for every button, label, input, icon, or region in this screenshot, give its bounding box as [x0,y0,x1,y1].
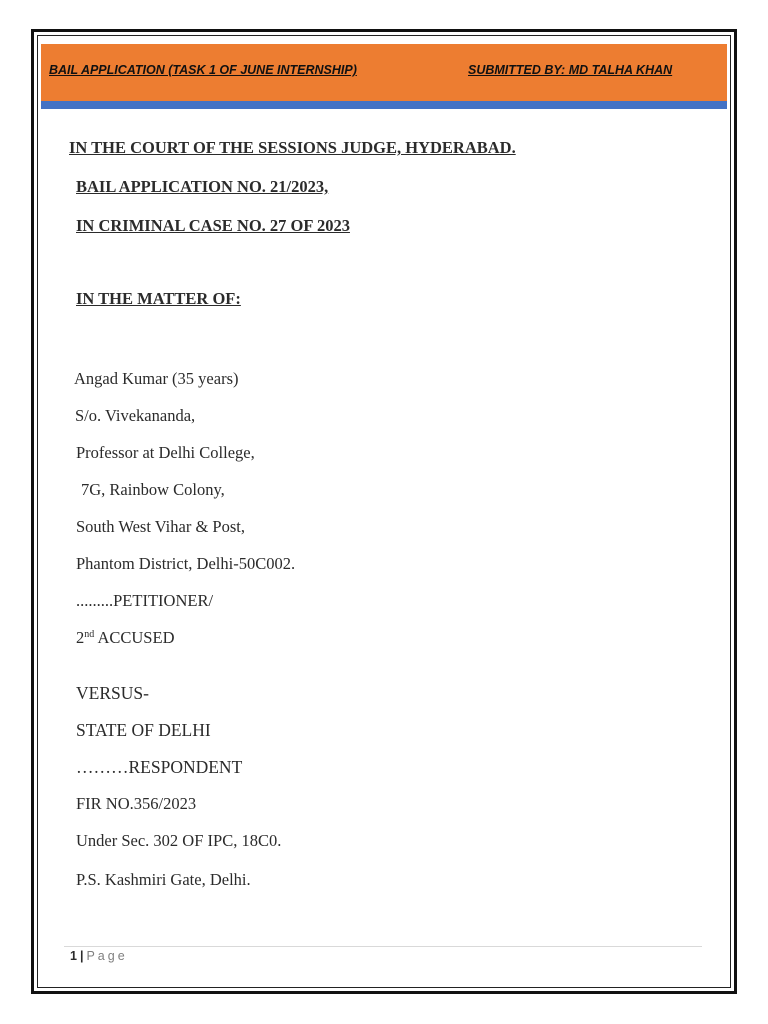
accused-ordinal-suffix: nd [84,629,95,640]
petitioner-occupation: Professor at Delhi College, [76,443,255,462]
petitioner-name: Angad Kumar (35 years) [74,369,239,388]
application-number: BAIL APPLICATION NO. 21/2023, [76,177,329,196]
petitioner-role: .........PETITIONER/ [76,591,214,610]
page-number: 1 [70,949,77,963]
matter-heading: IN THE MATTER OF: [76,289,241,308]
court-heading: IN THE COURT OF THE SESSIONS JUDGE, HYDERABAD. [69,138,516,157]
fir-number: FIR NO.356/2023 [76,794,197,813]
police-station: P.S. Kashmiri Gate, Delhi. [76,870,251,889]
petitioner-address-3: Phantom District, Delhi-50C002. [76,554,296,573]
footer-rule [64,946,702,947]
petitioner-address-2: South West Vihar & Post, [76,517,245,536]
petitioner-address-1: 7G, Rainbow Colony, [81,480,225,499]
case-number: IN CRIMINAL CASE NO. 27 OF 2023 [76,216,350,235]
respondent-name: STATE OF DELHI [76,720,211,740]
header-stripe [41,101,727,109]
respondent-role: ………RESPONDENT [76,757,243,777]
footer-separator: | [79,949,84,963]
ipc-section: Under Sec. 302 OF IPC, 18C0. [76,831,282,850]
petitioner-parent: S/o. Vivekananda, [75,406,196,425]
header-title: BAIL APPLICATION (TASK 1 OF JUNE INTERNSHIP) [49,63,357,77]
accused-ordinal: 2 [76,628,85,647]
page-word: Page [86,949,128,963]
accused-line [76,628,174,648]
versus-label: VERSUS- [76,683,149,703]
accused-label: ACCUSED [97,628,175,647]
header-author: SUBMITTED BY: MD TALHA KHAN [468,63,673,77]
page-footer [70,949,128,963]
